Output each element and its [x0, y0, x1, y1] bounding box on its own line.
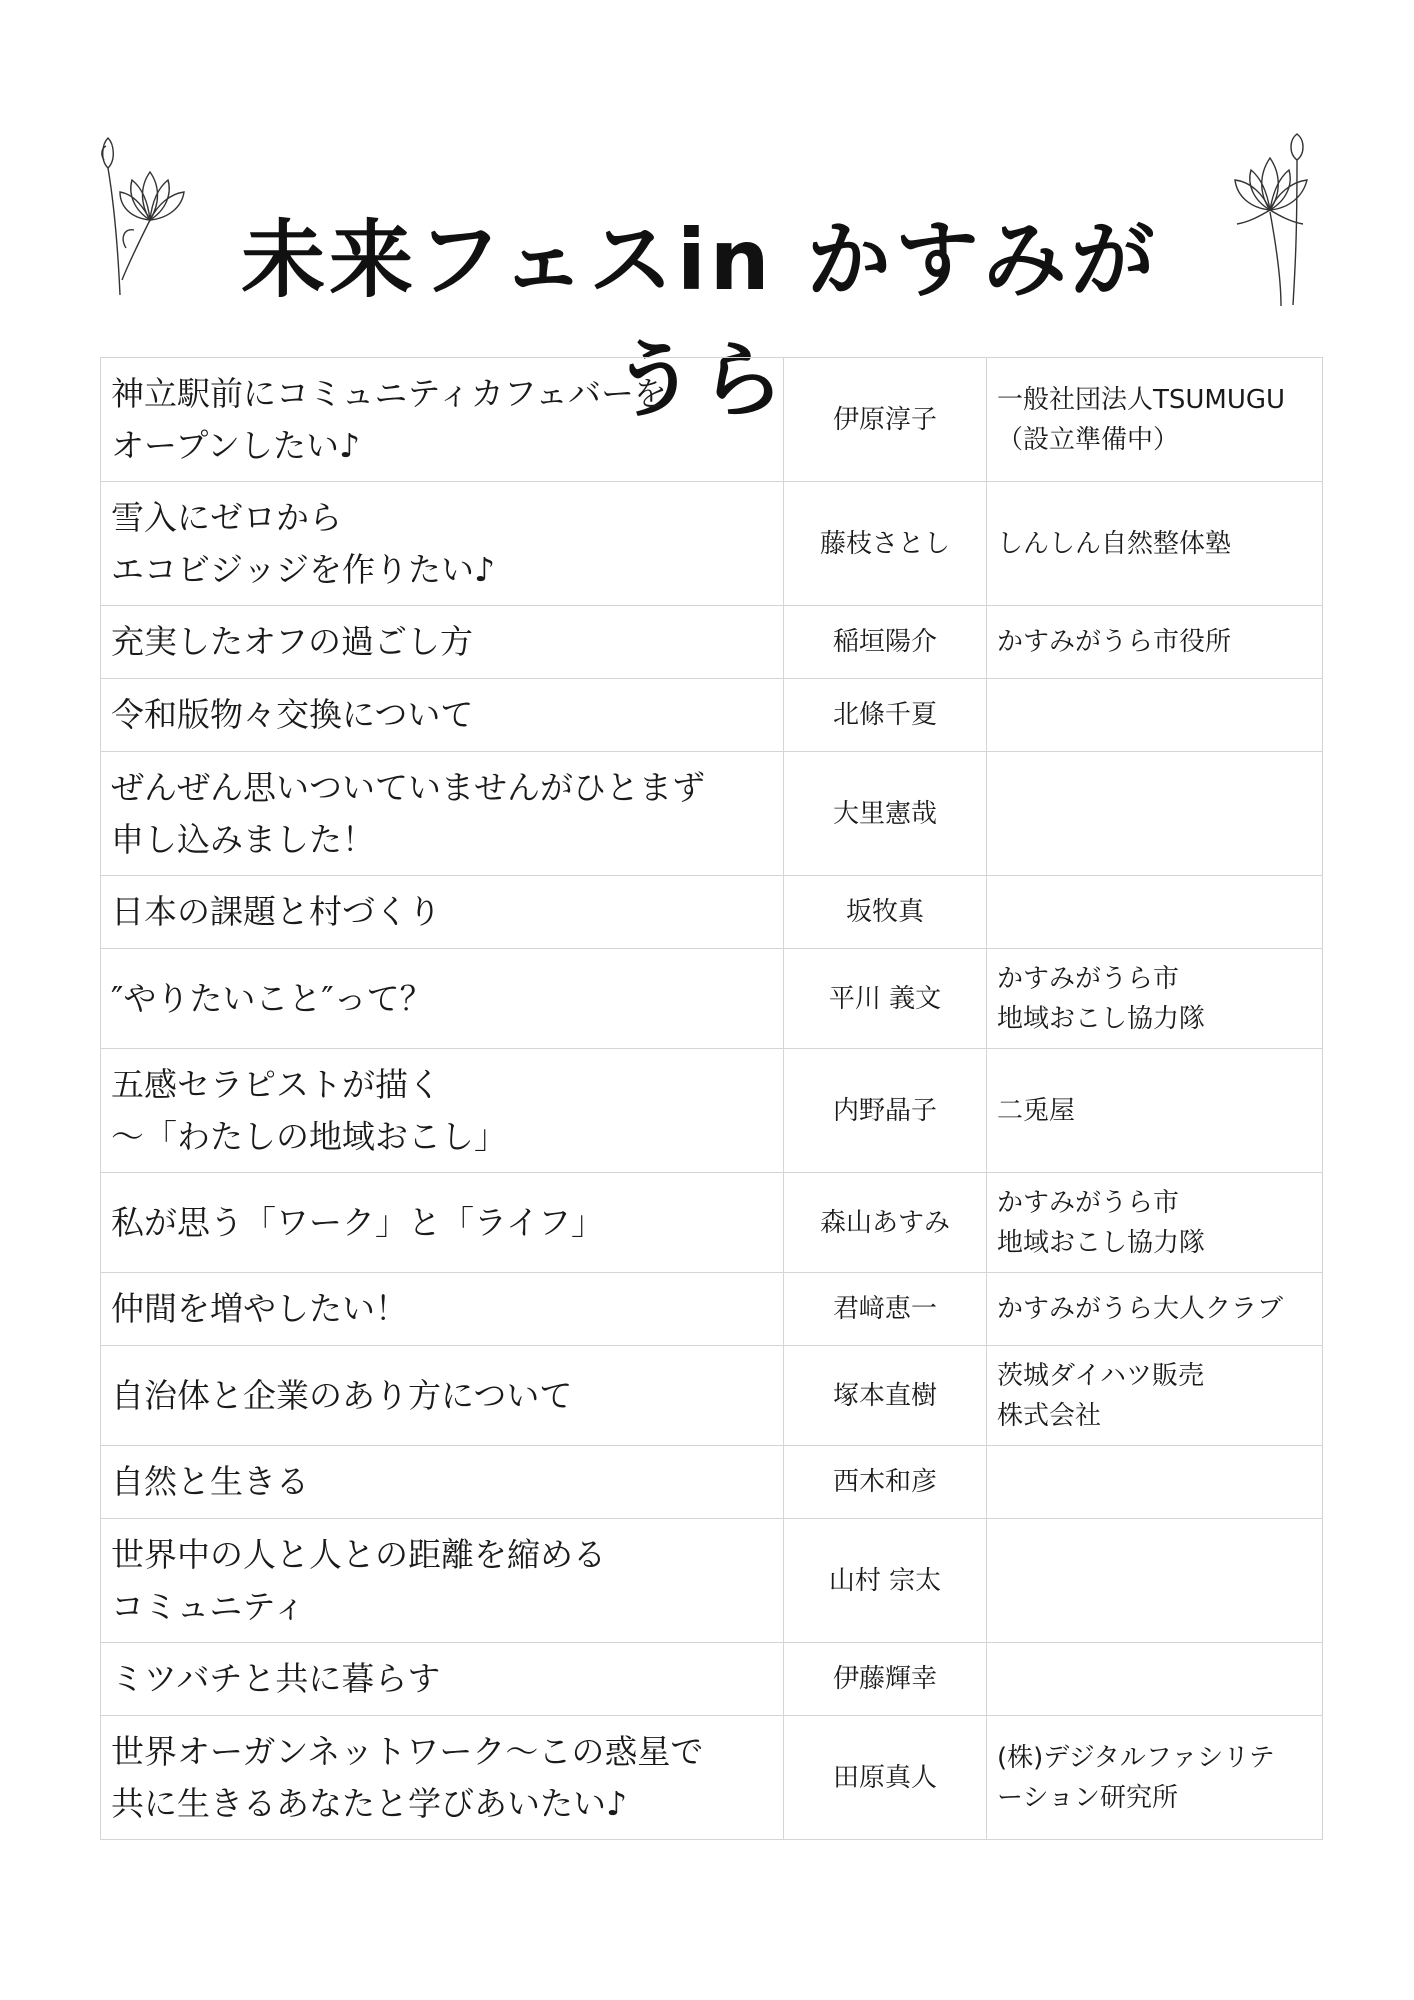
presenter-name: 森山あすみ: [784, 1173, 987, 1273]
session-title: 充実したオフの過ごし方: [101, 606, 784, 679]
presenter-name: 稲垣陽介: [784, 606, 987, 679]
session-title: 私が思う「ワーク」と「ライフ」: [101, 1173, 784, 1273]
table-row: [101, 1519, 1323, 1643]
organization-name: 二兎屋: [987, 1049, 1323, 1173]
organization-name: 一般社団法人TSUMUGU （設立準備中）: [987, 358, 1323, 482]
presenter-name: 藤枝さとし: [784, 482, 987, 606]
session-title: 仲間を増やしたい！: [101, 1273, 784, 1346]
organization-name: (株)デジタルファシリテ ーション研究所: [987, 1716, 1323, 1840]
table-row: [101, 1346, 1323, 1446]
page-title: 未来フェスin かすみがうら: [241, 211, 1159, 429]
table-row: [101, 1273, 1323, 1346]
session-title: 令和版物々交換について: [101, 679, 784, 752]
table-row: [101, 606, 1323, 679]
presenter-name: 君﨑恵一: [784, 1273, 987, 1346]
session-title: 五感セラピストが描く 〜「わたしの地域おこし」: [101, 1049, 784, 1173]
presenter-name: 塚本直樹: [784, 1346, 987, 1446]
organization-name: 茨城ダイハツ販売 株式会社: [987, 1346, 1323, 1446]
session-title: 雪入にゼロから エコビジッジを作りたい♪: [101, 482, 784, 606]
presenter-name: 大里憲哉: [784, 752, 987, 876]
table-row: [101, 1643, 1323, 1716]
organization-name: かすみがうら市 地域おこし協力隊: [987, 949, 1323, 1049]
presenter-name: 山村 宗太: [784, 1519, 987, 1643]
lotus-flower-icon: [1215, 130, 1335, 310]
session-title: 自然と生きる: [101, 1446, 784, 1519]
organization-name: しんしん自然整体塾: [987, 482, 1323, 606]
session-title: ぜんぜん思いついていませんがひとまず 申し込みました！: [101, 752, 784, 876]
sessions-table: [100, 357, 1323, 1840]
session-title: 世界中の人と人との距離を縮める コミュニティ: [101, 1519, 784, 1643]
presenter-name: 伊藤輝幸: [784, 1643, 987, 1716]
presenter-name: 内野晶子: [784, 1049, 987, 1173]
organization-name: [987, 1446, 1323, 1519]
session-title: 日本の課題と村づくり: [101, 876, 784, 949]
presenter-name: 北條千夏: [784, 679, 987, 752]
organization-name: かすみがうら大人クラブ: [987, 1273, 1323, 1346]
lotus-flower-icon: [90, 130, 210, 300]
session-title: ミツバチと共に暮らす: [101, 1643, 784, 1716]
organization-name: [987, 679, 1323, 752]
organization-name: [987, 1643, 1323, 1716]
organization-name: [987, 752, 1323, 876]
session-title: 神立駅前にコミュニティカフェバーを オープンしたい♪: [101, 358, 784, 482]
table-row: [101, 949, 1323, 1049]
table-row: [101, 1049, 1323, 1173]
table-row: [101, 876, 1323, 949]
session-title: 自治体と企業のあり方について: [101, 1346, 784, 1446]
presenter-name: 平川 義文: [784, 949, 987, 1049]
organization-name: かすみがうら市役所: [987, 606, 1323, 679]
organization-name: [987, 1519, 1323, 1643]
session-title: 世界オーガンネットワーク〜この惑星で 共に生きるあなたと学びあいたい♪: [101, 1716, 784, 1840]
session-title: ″やりたいこと″って？: [101, 949, 784, 1049]
table-row: [101, 482, 1323, 606]
presenter-name: 伊原淳子: [784, 358, 987, 482]
table-row: [101, 1446, 1323, 1519]
table-row: [101, 358, 1323, 482]
table-row: [101, 1716, 1323, 1840]
organization-name: かすみがうら市 地域おこし協力隊: [987, 1173, 1323, 1273]
presenter-name: 坂牧真: [784, 876, 987, 949]
presenter-name: 田原真人: [784, 1716, 987, 1840]
table-row: [101, 1173, 1323, 1273]
table-row: [101, 679, 1323, 752]
organization-name: [987, 876, 1323, 949]
table-row: [101, 752, 1323, 876]
presenter-name: 西木和彦: [784, 1446, 987, 1519]
